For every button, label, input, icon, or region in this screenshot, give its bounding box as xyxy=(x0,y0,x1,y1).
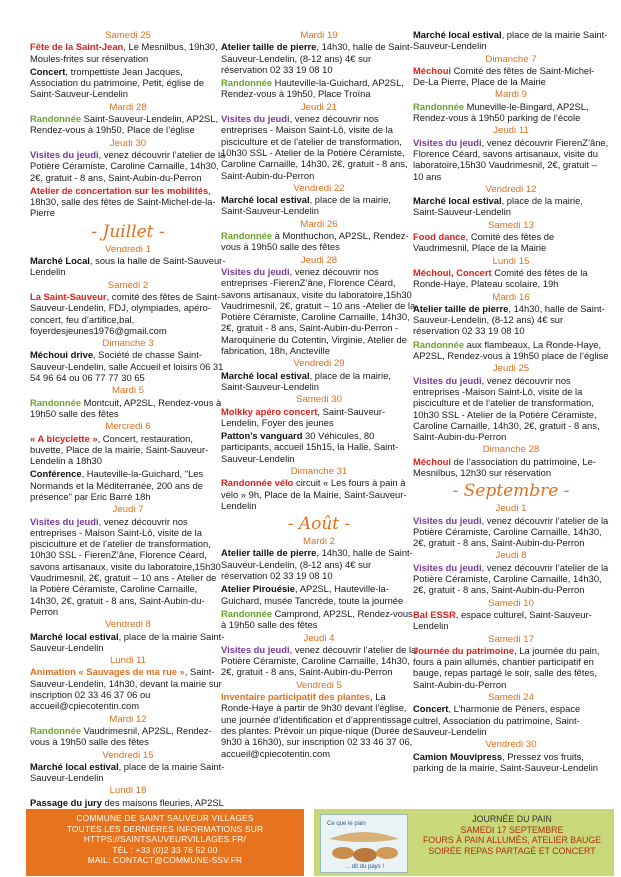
month-heading: - Septembre - xyxy=(452,481,570,502)
event-date: Vendredi 8 xyxy=(105,619,151,631)
event-date: Mardi 12 xyxy=(109,713,147,725)
event-entry xyxy=(413,303,609,337)
event-title: Atelier taille de pierre xyxy=(221,547,317,559)
event-title: Randonnée xyxy=(30,396,82,408)
event-entry xyxy=(30,761,226,784)
event-entry xyxy=(30,666,226,711)
event-title: La Saint-Sauveur xyxy=(30,290,107,302)
event-details: , Saint-Sauveur-Lendelin, Foyer des jeunes xyxy=(221,405,386,428)
event-entry xyxy=(413,456,609,479)
event-entry xyxy=(413,562,609,596)
event-title: Conférence xyxy=(30,468,82,480)
event-title: Randonnée xyxy=(221,230,273,242)
event-details: , place de la mairie, Saint-Sauveur-Lendelin xyxy=(221,369,391,392)
event-date: Jeudi 11 xyxy=(493,125,529,137)
event-details: Comité des fêtes de Saint-Michel-De-La Pierre, Place de la Mairie xyxy=(413,64,595,88)
event-entry xyxy=(30,516,226,618)
event-date: Lundi 11 xyxy=(109,655,147,667)
event-date: Mardi 19 xyxy=(300,30,338,41)
event-title: Marché local estival xyxy=(413,29,502,40)
agenda-column-2 xyxy=(221,29,417,761)
event-entry xyxy=(30,725,226,748)
event-title: Marché local estival xyxy=(30,760,119,772)
event-entry xyxy=(413,751,609,774)
event-details: , Saint-Sauveur-Lendelin, 14h30, devant la mairie sur inscription 02 33 46 37 06 ou accueil@cpiecotentin.com xyxy=(30,666,222,712)
agenda-column-1 xyxy=(30,29,226,810)
event-title: Animation « Sauvages de ma rue » xyxy=(30,666,185,678)
event-details: , place de la mairie, Saint-Sauveur-Lendelin xyxy=(221,194,391,217)
event-title: Méchoui drive xyxy=(30,349,94,361)
event-entry xyxy=(30,797,226,808)
event-title: Marché local estival xyxy=(221,194,310,206)
event-details: Saint-Sauveur-Lendelin, AP2SL, Rendez-vous à 19h50, Place de l’église xyxy=(30,113,219,136)
event-entry xyxy=(221,644,417,678)
event-details: , venez découvrir l’atelier de la Potière Céramiste, Caroline Carnaille, 14h30, 2€, gratuit - 8 ans, Saint-Aubin-du-Perron xyxy=(413,514,609,549)
event-entry xyxy=(221,547,417,581)
event-entry xyxy=(413,339,609,362)
event-date: Mardi 2 xyxy=(303,536,335,548)
event-entry xyxy=(413,195,609,218)
event-details: , venez découvrir nos entreprises -Maison Saint-Lô, visite de la pisciculture et de l’atelier de transformation, 10h30 SSL - Atelier de la Potière Céramiste, Caroline Carnaille, 14h30, 2€, gratuit - 8 ans, Saint-Aubin-du-Perron xyxy=(413,374,600,443)
event-title: Randonnée xyxy=(30,724,82,736)
commune-info-box xyxy=(26,809,304,876)
event-details: aux flambeaux, La Ronde-Haye, AP2SL, Rendez-vous à 19h50 place de l’église xyxy=(413,338,609,362)
event-details: Muneville-le-Bingard, AP2SL, Rendez-vous à 19h50 parking de l’école xyxy=(413,100,589,124)
event-entry xyxy=(30,149,226,183)
event-title: Visites du jeudi xyxy=(221,265,290,277)
event-date: Dimanche 31 xyxy=(290,465,348,477)
event-details: , place de la mairie Saint-Sauveur-Lendelin xyxy=(30,630,225,653)
event-title: Randonnée xyxy=(221,607,273,619)
event-date: Mardi 28 xyxy=(109,101,147,113)
month-heading: - Août - xyxy=(287,514,351,535)
event-entry xyxy=(413,137,609,182)
event-entry xyxy=(413,609,609,632)
event-details: , 18h30, salle des fêtes de Saint-Michel-de-la-Pierre xyxy=(30,184,216,219)
event-title: Marché local estival xyxy=(413,195,502,207)
event-entry xyxy=(221,113,417,181)
event-date: Dimanche 28 xyxy=(482,444,540,456)
event-entry xyxy=(221,477,417,511)
event-details: de l’association du patrimoine, Le-Mesnilbus, 12h30 sur réservation xyxy=(413,455,596,478)
event-title: Méchoui, Concert xyxy=(413,266,492,278)
event-title: Visites du jeudi xyxy=(221,643,290,655)
bread-poster-top-text: Ce que le pain xyxy=(327,821,366,827)
event-date: Mardi 16 xyxy=(492,291,530,303)
event-date: Mardi 9 xyxy=(495,89,527,101)
event-details: Montcuit, AP2SL, Rendez-vous à 19h50 salle des fêtes xyxy=(30,396,222,419)
event-date: Vendredi 1 xyxy=(105,243,151,255)
event-details: , 14h30, halle de Saint-Sauveur-Lendelin, (8-12 ans) 4€ sur réservation 02 33 19 08 10 xyxy=(221,547,413,582)
event-entry xyxy=(30,66,226,100)
event-title: Visites du jeudi xyxy=(221,113,290,125)
event-entry xyxy=(30,291,226,336)
footer-email-link[interactable]: MAIL: CONTACT@COMMUNE-SSV.FR xyxy=(87,855,243,866)
event-date: Jeudi 25 xyxy=(492,363,530,375)
event-title: Concert xyxy=(30,65,66,77)
event-date: Jeudi 28 xyxy=(300,254,338,266)
event-title: Méchoui xyxy=(413,455,452,467)
event-entry xyxy=(30,433,226,467)
event-date: Jeudi 7 xyxy=(112,504,144,516)
event-details: Comité des fêtes de la Ronde-Haye, Plateau scolaire, 19h xyxy=(413,266,588,290)
event-date: Samedi 24 xyxy=(488,692,534,704)
journee-du-pain-box xyxy=(314,809,614,876)
event-title: Atelier Pirouésie xyxy=(221,583,295,595)
event-date: Vendredi 15 xyxy=(102,749,154,761)
event-entry xyxy=(221,194,417,217)
event-details: , Hauteville-la-Guichard, "Les Normands et la Méditerranée, 200 ans de présence" par Eric Barré 18h xyxy=(30,468,204,502)
event-title: Visites du jeudi xyxy=(30,515,99,527)
bread-poster-image xyxy=(320,814,408,873)
event-date: Jeudi 1 xyxy=(495,503,527,515)
event-entry xyxy=(30,255,226,278)
event-title: Visites du jeudi xyxy=(413,561,482,573)
event-title: Méchoui xyxy=(413,64,452,76)
event-title: Patton’s vanguard xyxy=(221,430,303,442)
event-entry xyxy=(30,349,226,383)
event-date: Vendredi 30 xyxy=(485,739,537,751)
event-details: , La Ronde-Haye à partir de 9h30 devant l’église, une journée d’identification et d’apprentissage des plantes. Prévoir un pique-nique (Durée de 9h30 à 16h30), sur inscription 02 33 46 37 06, accueil@cpiecotentin.com xyxy=(221,691,413,759)
footer-commune-name: COMMUNE DE SAINT SAUVEUR VILLAGES xyxy=(76,813,254,823)
event-title: Atelier taille de pierre xyxy=(221,41,317,53)
pain-evening: SOIRÉE REPAS PARTAGÉ ET CONCERT xyxy=(428,845,596,856)
event-details: , sous la halle de Saint-Sauveur-Lendelin xyxy=(30,255,226,278)
event-details: 30 Véhicules, 80 participants, accueil 15h15, la Halle, Saint-Sauveur-Lendelin xyxy=(221,430,399,464)
event-title: Randonnée xyxy=(221,77,273,89)
agenda-column-3 xyxy=(413,29,609,775)
event-title: Fête de la Saint-Jean xyxy=(30,41,124,53)
footer-website-link[interactable]: HTTPS://SAINTSAUVEURVILLAGES.FR/ xyxy=(83,834,247,845)
event-entry xyxy=(30,113,226,136)
event-entry xyxy=(413,29,609,52)
event-title: Atelier de concertation sur les mobilités xyxy=(30,184,209,196)
event-title: Inventaire participatif des plantes xyxy=(221,691,371,703)
event-title: Food dance xyxy=(413,231,466,243)
event-details: , venez découvrir FierenZ’âne, Florence Céard, savons artisanaux, visite du laboratoire,15h30 Vaudrimesnil, 2€, gratuit – 10 ans xyxy=(413,136,609,182)
event-entry xyxy=(30,468,226,502)
event-date: Jeudi 30 xyxy=(109,137,147,149)
event-date: Lundi 18 xyxy=(109,785,147,797)
event-details: , comité des fêtes de Saint-Sauveur-Lendelin, FDJ, olympiades, apéro-concert, feu d’artifice,bal, foyerdesjeunes1976@gmail.com xyxy=(30,290,221,336)
event-date: Samedi 17 xyxy=(488,633,534,645)
event-date: Samedi 2 xyxy=(107,279,149,291)
event-details: , trompettiste Jean Jacques, Association du patrimoine, Petit, église de Saint-Sauveur-Lendelin xyxy=(30,65,205,100)
event-details: , L’harmonie de Périers, espace cultrel, Association du patrimoine, Saint-Sauveur-Lendelin xyxy=(413,703,581,737)
pain-date: SAMEDI 17 SEPTEMBRE xyxy=(460,824,564,835)
event-title: Randonnée xyxy=(413,100,465,112)
event-date: Lundi 15 xyxy=(492,255,530,267)
event-entry xyxy=(413,375,609,443)
event-title: Concert xyxy=(413,703,449,715)
event-entry xyxy=(221,406,417,429)
event-entry xyxy=(413,65,609,88)
event-title: Bal ESSR xyxy=(413,608,456,620)
event-title: Randonnée xyxy=(413,338,465,350)
event-title: Randonnée vélo xyxy=(221,477,294,489)
event-date: Jeudi 8 xyxy=(495,550,527,562)
event-title: Marché Local xyxy=(30,255,90,267)
event-title: Molkky apéro concert xyxy=(221,405,318,417)
event-details: , venez découvrir nos entreprises -FierenZ’âne, Florence Céard, savons artisanaux, visite du laboratoire,15h30 Vaudrimesnil, 2€, gratuit – 10 ans -Atelier de la Potière Céramiste, Caroline Carnaille, 14h30, 2€, gratuit - 8 ans, Saint-Aubin-du-Perron -Maroquinerie du Cotentin, Virginie, Atelier de fabrication, 18h, Ancteville xyxy=(221,265,416,357)
event-entry xyxy=(413,231,609,254)
event-date: Vendredi 29 xyxy=(293,358,345,370)
event-date: Vendredi 5 xyxy=(296,679,342,691)
event-title: Visites du jeudi xyxy=(413,374,482,386)
event-details: , Société de chasse Saint-Sauveur-Lendelin, salle Accueil et loisirs 06 31 54 96 64 ou 06 77 77 30 65 xyxy=(30,349,224,384)
event-title: Visites du jeudi xyxy=(413,514,482,526)
event-date: Mardi 5 xyxy=(112,385,144,397)
journee-du-pain-text xyxy=(412,814,612,856)
event-title: Atelier taille de pierre xyxy=(413,302,509,314)
event-details: , Le Mesnilbus, 19h30, Moules-frites sur réservation xyxy=(30,41,218,64)
event-details: , venez découvrir nos entreprises - Maison Saint-Lô, visite de la pisciculture et de l’atelier de transformation, 10h30 SSL - Atelier de la Potière Céramiste, Caroline Carnaille, 14h30, 2€, gratuit - 8 ans, Saint-Aubin-du-Perron xyxy=(221,113,408,181)
event-entry xyxy=(221,370,417,393)
event-details: , 14h30, halle de Saint-Sauveur-Lendelin, (8-12 ans) 4€ sur réservation 02 33 19 08 10 xyxy=(221,41,413,75)
event-details: , AP2SL, Hauteville-la-Guichard, musée Tancrède, toute la journée xyxy=(221,583,404,606)
event-entry xyxy=(413,267,609,290)
event-details: , Concert, restauration, buvette, Place de la mairie, Saint-Sauveur-Lendelin à 18h30 xyxy=(30,432,209,467)
event-details: à Monthuchon, AP2SL, Rendez-vous à 19h50 salle des fêtes xyxy=(221,230,409,253)
event-details: , Comité des fêtes de Vaudrimesnil, Place de la Mairie xyxy=(413,231,555,254)
event-details: Hauteville-la-Guichard, AP2SL, Rendez-vous à 19h50, Place Troïna xyxy=(221,77,404,100)
event-date: Samedi 13 xyxy=(488,219,534,231)
event-entry xyxy=(30,631,226,654)
event-entry xyxy=(30,185,226,219)
event-date: Jeudi 21 xyxy=(300,101,338,113)
pain-title: JOURNÉE DU PAIN xyxy=(472,814,552,824)
month-heading: - Juillet - xyxy=(91,221,165,242)
event-entry xyxy=(221,77,417,100)
event-entry xyxy=(221,430,417,464)
event-title: Randonnée xyxy=(30,113,82,125)
footer-info-line: TOUTES LES DERNIÈRES INFORMATIONS SUR xyxy=(66,823,264,834)
event-entry xyxy=(221,230,417,253)
event-details: , place de la mairie Saint-Sauveur-Lendelin xyxy=(413,29,608,52)
event-details: Camprond, AP2SL, Rendez-vous à 19h50 salle des fêtes xyxy=(221,607,413,631)
bread-illustration-icon xyxy=(321,815,407,872)
event-date: Mardi 26 xyxy=(300,218,338,230)
event-title: Marché local estival xyxy=(221,369,310,381)
event-entry xyxy=(413,101,609,124)
event-title: Marché local estival xyxy=(30,630,119,642)
event-details: , venez découvrir nos entreprises - Maison Saint-Lô, visite de la pisciculture et de l’atelier de transformation, 10h30 SSL - FierenZ’âne, Florence Céard, savons artisanaux, visite du laboratoire,15h30 Vaudrimesnil, 2€, gratuit – 10 ans - Atelier de la Potière Céramiste, Caroline Carnaille, 14h30, 2€, gratuit - 8 ans, Saint-Aubin-du-Perron xyxy=(30,515,221,617)
bread-poster-bottom-text: ... dit du pays ! xyxy=(345,864,385,870)
event-entry xyxy=(413,645,609,690)
event-details: , venez découvrir l’atelier de la Potière Céramiste, Caroline Carnaille, 14h30, 2€, gratuit - 8 ans, Saint-Aubin-du-Perron xyxy=(413,561,609,596)
event-entry xyxy=(413,515,609,549)
event-date: Samedi 10 xyxy=(488,597,534,609)
pain-activities: FOURS À PAIN ALLUMÉS, ATELIER BAUGE xyxy=(422,835,602,845)
event-entry xyxy=(221,583,417,606)
event-date: Vendredi 12 xyxy=(485,183,537,195)
event-title: « A bicyclette » xyxy=(30,432,98,444)
event-date: Jeudi 4 xyxy=(303,632,335,644)
event-details: circuit « Les fours à pain à vélo » 9h, Place de la Mairie, Saint-Sauveur-Lendelin xyxy=(221,477,407,511)
event-date: Dimanche 3 xyxy=(102,338,154,350)
event-details: , venez découvrir l’atelier de la Potière Céramiste, Caroline Carnaille, 14h30, 2€, gratuit - 8 ans, Saint-Aubin-du-Perron xyxy=(30,148,226,183)
event-date: Mercredi 6 xyxy=(105,421,151,433)
event-details: , 14h30, halle de Saint-Sauveur-Lendelin, (8-12 ans) 4€ sur réservation 02 33 19 08 10 xyxy=(413,302,605,337)
event-date: Samedi 25 xyxy=(105,30,151,41)
event-details: , espace culturel, Saint-Sauveur-Lendelin xyxy=(413,608,592,632)
event-title: Passage du jury xyxy=(30,796,102,808)
event-title: Visites du jeudi xyxy=(413,136,482,148)
event-details: Vaudrimesnil, AP2SL, Rendez-vous à 19h50 salle des fêtes xyxy=(30,724,212,748)
event-date: Vendredi 22 xyxy=(293,182,345,194)
footer-phone: TÉL : +33 (0)2 33 76 52 00 xyxy=(112,844,218,855)
event-title: Visites du jeudi xyxy=(30,148,99,160)
event-entry xyxy=(30,41,226,64)
event-entry xyxy=(221,608,417,631)
event-details: , place de la mairie, Saint-Sauveur-Lendelin xyxy=(413,195,583,218)
event-details: des maisons fleuries, AP2SL xyxy=(101,796,224,808)
event-entry xyxy=(221,266,417,356)
event-entry xyxy=(413,703,609,737)
event-details: , venez découvrir l’atelier de la Potière Céramiste, Caroline Carnaille, 14h30, 2€, gratuit - 8 ans, Saint-Aubin-du-Perron xyxy=(221,643,417,678)
event-entry xyxy=(221,691,417,759)
event-entry xyxy=(221,41,417,75)
event-details: , place de la mairie Saint-Sauveur-Lendelin xyxy=(30,760,225,784)
event-date: Samedi 30 xyxy=(296,394,342,406)
event-entry xyxy=(30,397,226,420)
event-title: Journée du patrimoine xyxy=(413,644,515,656)
event-title: Camion Mouvipress xyxy=(413,750,503,762)
event-date: Dimanche 7 xyxy=(485,53,537,65)
event-details: , Pressez vos fruits, parking de la mairie, Saint-Sauveur-Lendelin xyxy=(413,750,599,773)
event-details: , La journée du pain, fours à pain allumés, chantier participatif en bauge, repas partagé le soir, salle des fêtes, Saint-Aubin-du-Perron xyxy=(413,644,600,690)
